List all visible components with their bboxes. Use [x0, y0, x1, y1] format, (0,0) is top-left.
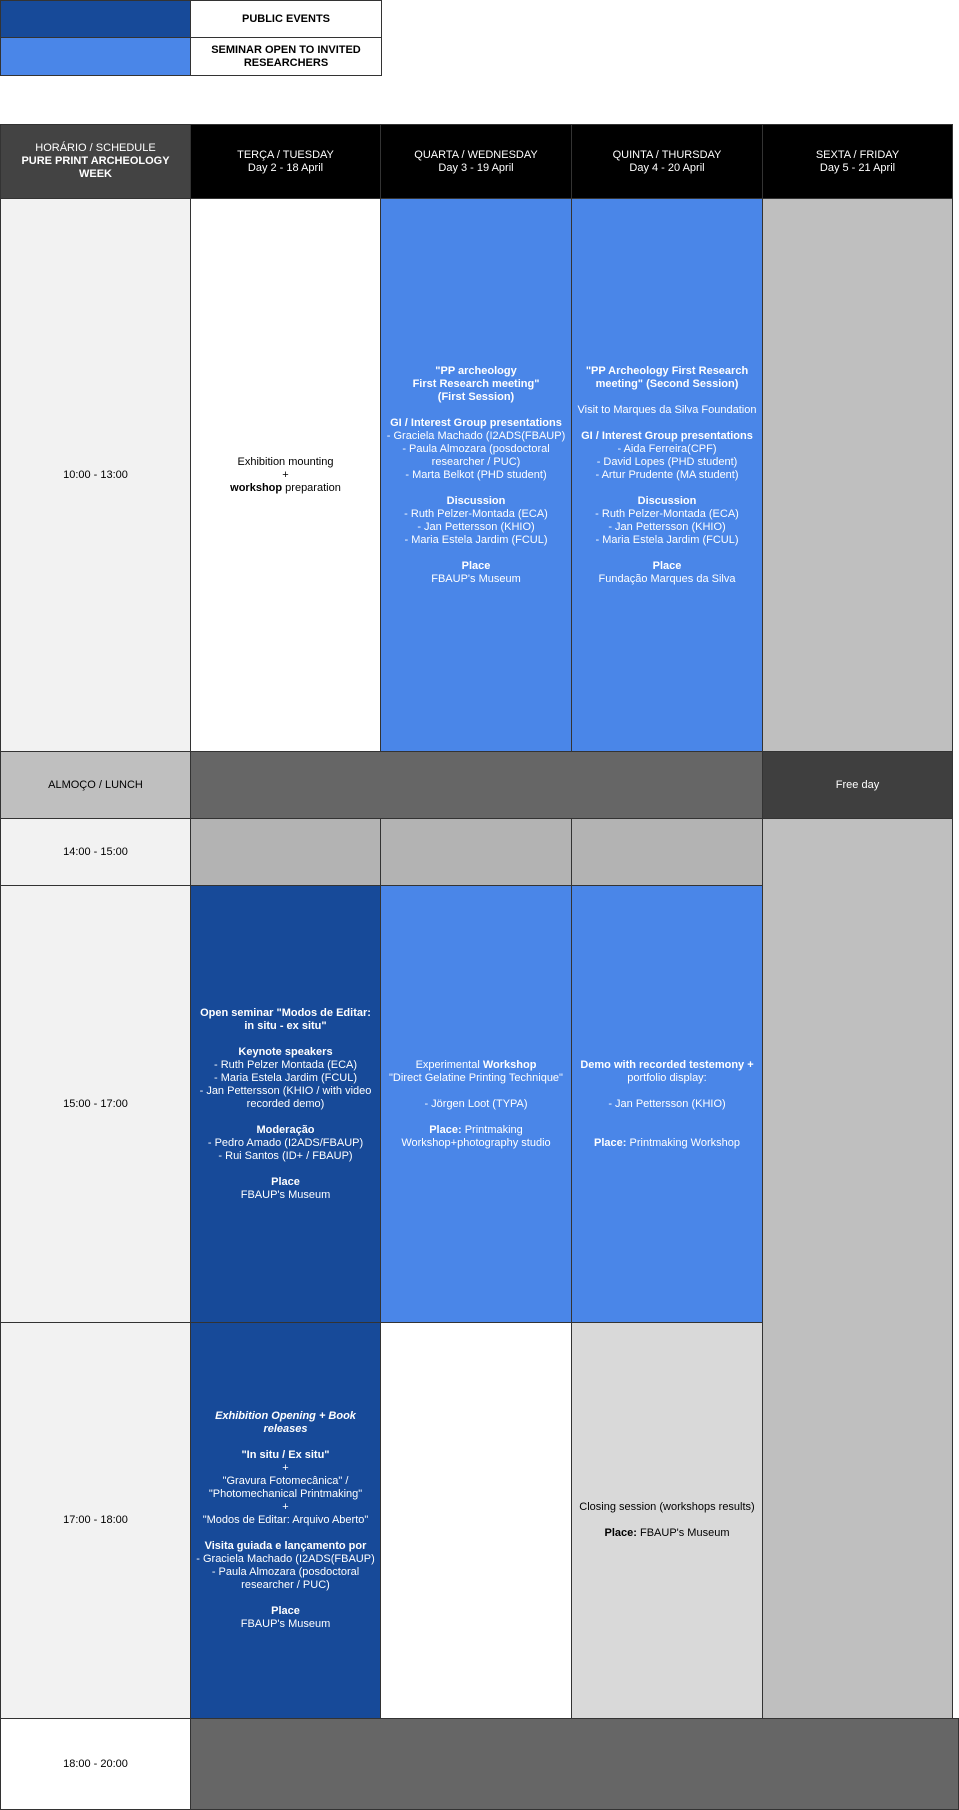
- wednesday-evening-cell: [380, 1322, 572, 1719]
- legend-seminar-label: SEMINAR OPEN TO INVITED RESEARCHERS: [190, 37, 382, 76]
- time-slot-lunch: ALMOÇO / LUNCH: [0, 751, 191, 819]
- wednesday-morning-cell: "PP archeology First Research meeting" (First Session) GI / Interest Group presentations - Graciela Machado (I2ADS(FBAUP) - Paula Almozara (posdoctoral researcher / PUC) - Marta Belkot (PHD student) Discussion - Ruth Pelzer-Montada (ECA) - Jan Pettersson (KHIO) - Maria Estela Jardim (FCUL) Place FBAUP's Museum: [380, 198, 572, 752]
- time-slot-afternoon: 15:00 - 17:00: [0, 885, 191, 1323]
- time-slot-early-afternoon: 14:00 - 15:00: [0, 818, 191, 886]
- thursday-early-afternoon-cell: [571, 818, 763, 886]
- friday-morning-cell: [762, 198, 953, 752]
- tuesday-evening-cell: Exhibition Opening + Book releases "In situ / Ex situ" + "Gravura Fotomecânica" / "Photomechanical Printmaking" + "Modos de Editar: Arquivo Aberto" Visita guiada e lançamento por - Graciela Machado (I2ADS(FBAUP) - Paula Almozara (posdoctoral researcher / PUC) Place FBAUP's Museum: [190, 1322, 381, 1719]
- wednesday-early-afternoon-cell: [380, 818, 572, 886]
- day-header-wednesday: QUARTA / WEDNESDAY Day 3 - 19 April: [380, 124, 572, 199]
- legend-seminar-swatch: [0, 37, 191, 76]
- thursday-evening-cell: Closing session (workshops results) Place: FBAUP's Museum: [571, 1322, 763, 1719]
- tuesday-afternoon-cell: Open seminar "Modos de Editar: in situ - ex situ" Keynote speakers - Ruth Pelzer Montada (ECA) - Maria Estela Jardim (FCUL) - Jan Pettersson (KHIO / with video recorded demo) Moderação - Pedro Amado (I2ADS/FBAUP) - Rui Santos (ID+ / FBAUP) Place FBAUP's Museum: [190, 885, 381, 1323]
- time-slot-evening: 17:00 - 18:00: [0, 1322, 191, 1719]
- friday-afternoon-cell: [762, 818, 953, 1719]
- free-day-cell: Free day: [762, 751, 953, 819]
- day-header-friday: SEXTA / FRIDAY Day 5 - 21 April: [762, 124, 953, 199]
- day-header-tuesday: TERÇA / TUESDAY Day 2 - 18 April: [190, 124, 381, 199]
- night-band: [190, 1718, 959, 1810]
- day-header-thursday: QUINTA / THURSDAY Day 4 - 20 April: [571, 124, 763, 199]
- thursday-afternoon-cell: Demo with recorded testemony + portfolio display: - Jan Pettersson (KHIO) Place: Printmaking Workshop: [571, 885, 763, 1323]
- thursday-morning-cell: "PP Archeology First Research meeting" (Second Session) Visit to Marques da Silva Foundation GI / Interest Group presentations - Aida Ferreira(CPF) - David Lopes (PHD student) - Artur Prudente (MA student) Discussion - Ruth Pelzer-Montada (ECA) - Jan Pettersson (KHIO) - Maria Estela Jardim (FCUL) Place Fundação Marques da Silva: [571, 198, 763, 752]
- lunch-band: [190, 751, 763, 819]
- time-slot-morning: 10:00 - 13:00: [0, 198, 191, 752]
- tuesday-morning-cell: Exhibition mounting + workshop preparation: [190, 198, 381, 752]
- wednesday-afternoon-cell: Experimental Workshop "Direct Gelatine Printing Technique" - Jörgen Loot (TYPA) Place: Printmaking Workshop+photography studio: [380, 885, 572, 1323]
- tuesday-early-afternoon-cell: [190, 818, 381, 886]
- legend-public-label: PUBLIC EVENTS: [190, 0, 382, 38]
- schedule-header: HORÁRIO / SCHEDULE PURE PRINT ARCHEOLOGY WEEK: [0, 124, 191, 199]
- time-slot-night: 18:00 - 20:00: [0, 1718, 191, 1810]
- legend-public-swatch: [0, 0, 191, 38]
